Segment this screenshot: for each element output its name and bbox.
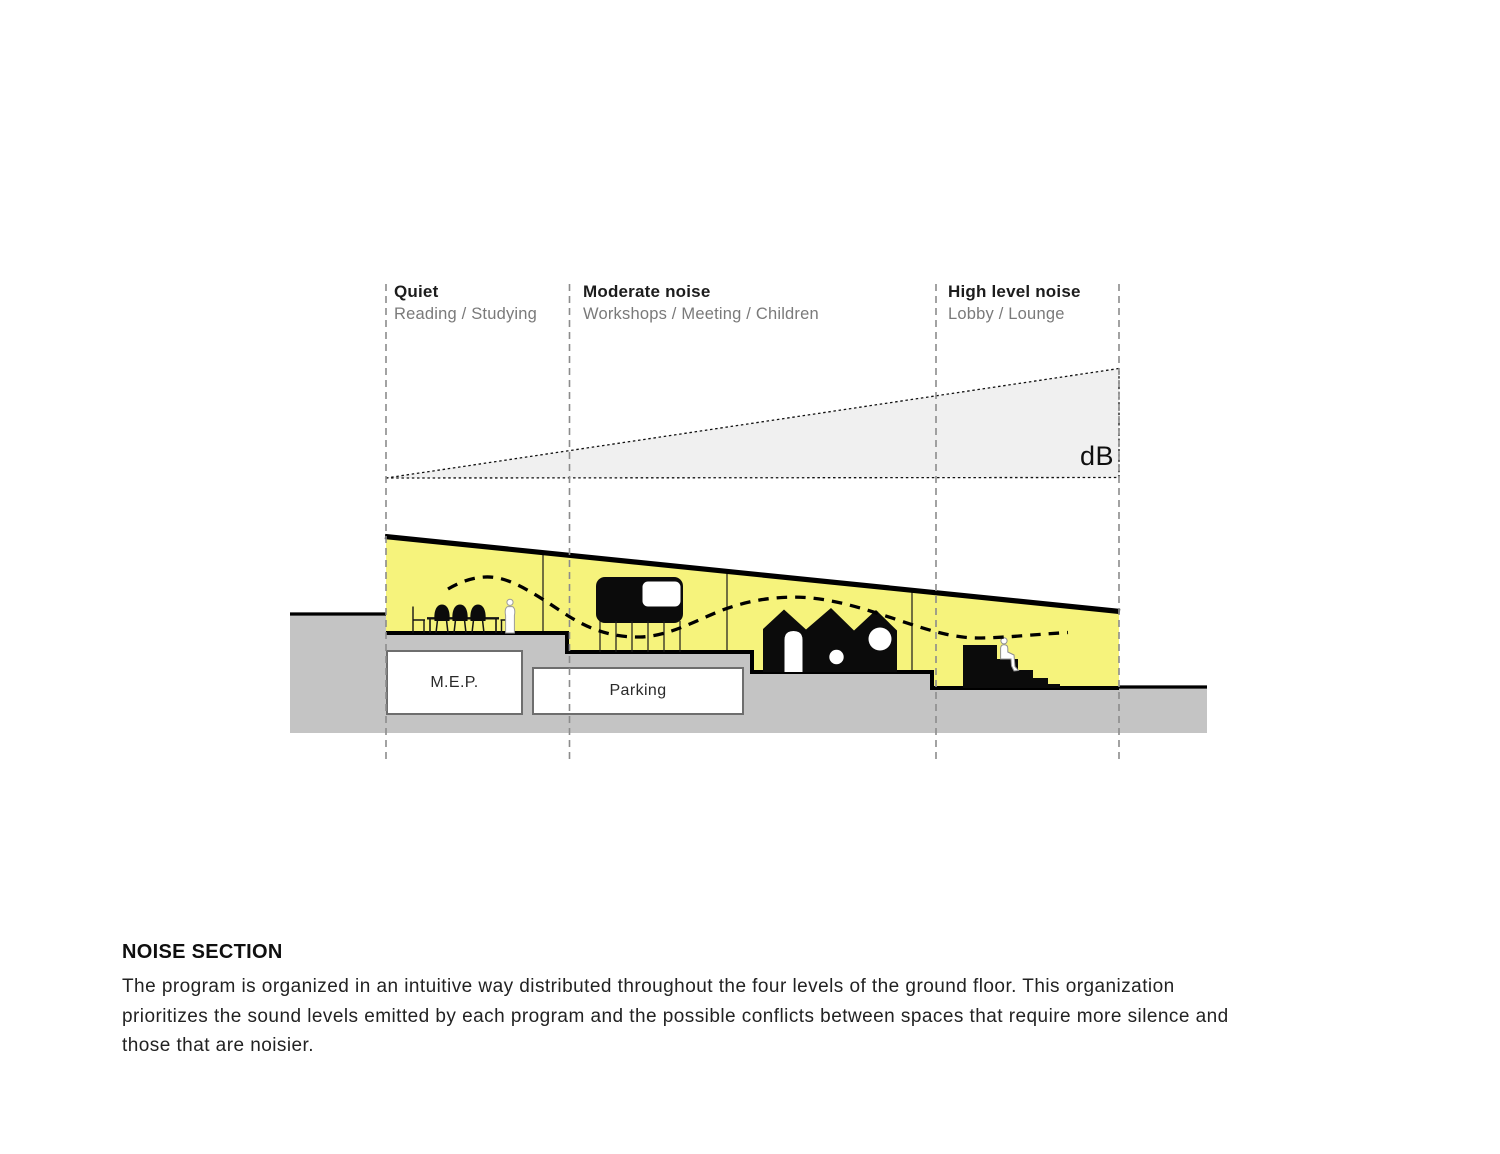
zone-label-moderate-noise [583,283,819,323]
mep-room-label: M.E.P. [430,673,479,691]
zone-label-quiet [394,283,537,323]
house-window-small [829,650,843,664]
caption-block [122,941,1422,1061]
houses-silhouette [763,608,897,672]
decibel-label: dB [1079,441,1114,471]
caption-line: those that are noisier. [122,1035,315,1056]
house-window-large [869,628,892,651]
zone-subtitle: Reading / Studying [394,305,538,323]
decibel-wedge [386,369,1119,479]
zone-title: High level noise [948,282,1081,301]
zone-subtitle: Workshops / Meeting / Children [583,305,819,323]
caption-title: NOISE SECTION [122,941,283,963]
house-door [785,631,803,672]
caption-body [122,972,1422,1061]
zone-title: Quiet [394,282,439,301]
zone-subtitle: Lobby / Lounge [948,305,1065,323]
caption-line: prioritizes the sound levels emitted by each program and the possible conflicts between spaces that require more silence and [122,1005,1229,1027]
zone-title: Moderate noise [583,282,711,301]
zone-label-high-level-noise [948,283,1081,323]
furniture-window [643,582,681,607]
parking-room-label: Parking [609,682,667,699]
caption-line: The program is organized in an intuitive way distributed throughout the four levels of the ground floor. This organization [122,976,1175,997]
